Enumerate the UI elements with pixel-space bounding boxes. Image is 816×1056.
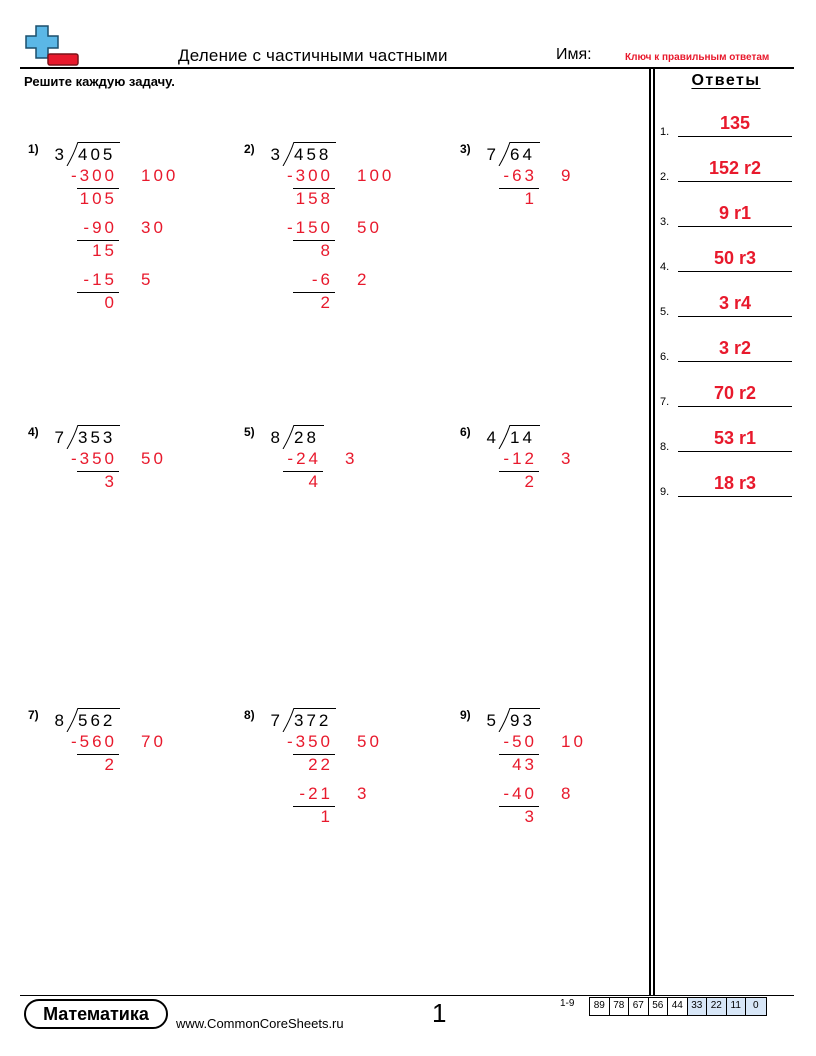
- score-cell: 33: [688, 998, 708, 1015]
- answer-row: [660, 204, 794, 228]
- score-cell: 78: [610, 998, 630, 1015]
- answer-row: [660, 339, 794, 363]
- divisor: 4: [486, 428, 496, 447]
- division-problem: [244, 142, 444, 362]
- answer-value: 50 r3: [713, 248, 757, 268]
- answer-number: 8.: [660, 441, 670, 453]
- partial-quotient: 70: [141, 732, 166, 751]
- answer-value: 53 r1: [713, 428, 757, 448]
- subtraction-value: -350: [70, 449, 117, 468]
- remainder-value: 3: [104, 472, 117, 491]
- subtraction-value: -300: [286, 166, 333, 185]
- remainder-value: 3: [524, 807, 537, 826]
- divisor: 3: [54, 145, 64, 164]
- partial-quotient: 50: [357, 732, 382, 751]
- remainder-value: 4: [308, 472, 321, 491]
- answer-value: 9 r1: [718, 203, 752, 223]
- answer-value: 152 r2: [708, 158, 762, 178]
- partial-quotient: 100: [357, 166, 395, 185]
- answer-number: 6.: [660, 351, 670, 363]
- score-cell: 44: [668, 998, 688, 1015]
- divisor: 7: [54, 428, 64, 447]
- remainder-value: 105: [79, 189, 117, 208]
- problem-number: 5): [244, 425, 255, 439]
- score-cell: 11: [727, 998, 747, 1015]
- answer-line: [678, 406, 792, 407]
- subtraction-value: -560: [70, 732, 117, 751]
- remainder-value: 2: [524, 472, 537, 491]
- remainder-value: 1: [320, 807, 333, 826]
- partial-quotient: 9: [561, 166, 574, 185]
- division-problem: [28, 425, 228, 645]
- score-cell: 89: [590, 998, 610, 1015]
- answer-row: [660, 474, 794, 498]
- answer-line: [678, 316, 792, 317]
- footer-rule: [20, 995, 794, 996]
- brand-badge: Математика: [24, 999, 168, 1029]
- divisor: 7: [270, 711, 280, 730]
- header-rule: [20, 67, 794, 69]
- division-problem: [460, 425, 660, 645]
- subtraction-value: -12: [503, 449, 537, 468]
- remainder-value: 22: [308, 755, 333, 774]
- partial-quotient: 3: [357, 784, 370, 803]
- score-range-label: 1-9: [560, 998, 575, 1009]
- problem-number: 7): [28, 708, 39, 722]
- answer-line: [678, 361, 792, 362]
- problem-number: 1): [28, 142, 39, 156]
- answer-value: 18 r3: [713, 473, 757, 493]
- answer-line: [678, 496, 792, 497]
- dividend: 372: [294, 708, 336, 732]
- answer-value: 70 r2: [713, 383, 757, 403]
- problem-number: 2): [244, 142, 255, 156]
- partial-quotient: 3: [561, 449, 574, 468]
- answer-number: 5.: [660, 306, 670, 318]
- problem-number: 9): [460, 708, 471, 722]
- answer-value: 3 r4: [718, 293, 752, 313]
- division-problem: [244, 425, 444, 645]
- partial-quotient: 2: [357, 270, 370, 289]
- answer-number: 2.: [660, 171, 670, 183]
- answer-row: [660, 159, 794, 183]
- answers-title: Ответы: [691, 72, 761, 89]
- division-problem: [28, 708, 228, 928]
- subtraction-value: -300: [70, 166, 117, 185]
- subtraction-value: -15: [83, 270, 117, 289]
- answer-line: [678, 226, 792, 227]
- divisor: 7: [486, 145, 496, 164]
- score-cell: 67: [629, 998, 649, 1015]
- division-problem: [460, 708, 660, 928]
- dividend: 14: [510, 425, 540, 449]
- plus-minus-logo-icon: [22, 24, 80, 68]
- remainder-value: 1: [524, 189, 537, 208]
- remainder-value: 43: [512, 755, 537, 774]
- division-problem: [28, 142, 228, 362]
- answer-number: 3.: [660, 216, 670, 228]
- remainder-value: 15: [92, 241, 117, 260]
- partial-quotient: 50: [141, 449, 166, 468]
- answer-number: 7.: [660, 396, 670, 408]
- answer-row: [660, 384, 794, 408]
- score-cell: 22: [707, 998, 727, 1015]
- name-label: Имя:: [556, 46, 592, 63]
- answer-value: 135: [719, 113, 751, 133]
- remainder-value: 158: [295, 189, 333, 208]
- partial-quotient: 3: [345, 449, 358, 468]
- instructions: Решите каждую задачу.: [24, 74, 175, 89]
- score-cell: 56: [649, 998, 669, 1015]
- divisor: 8: [270, 428, 280, 447]
- dividend: 93: [510, 708, 540, 732]
- division-problem: [244, 708, 444, 928]
- answer-number: 9.: [660, 486, 670, 498]
- subtraction-value: -50: [503, 732, 537, 751]
- subtraction-value: -24: [287, 449, 321, 468]
- dividend: 64: [510, 142, 540, 166]
- subtraction-value: -40: [503, 784, 537, 803]
- subtraction-value: -150: [286, 218, 333, 237]
- page-number: 1: [432, 998, 447, 1028]
- answer-number: 4.: [660, 261, 670, 273]
- dividend: 458: [294, 142, 336, 166]
- subtraction-value: -350: [286, 732, 333, 751]
- divisor: 3: [270, 145, 280, 164]
- problem-number: 6): [460, 425, 471, 439]
- answer-value: 3 r2: [718, 338, 752, 358]
- dividend: 562: [78, 708, 120, 732]
- subtraction-value: -63: [503, 166, 537, 185]
- problem-number: 4): [28, 425, 39, 439]
- partial-quotient: 5: [141, 270, 154, 289]
- subtraction-value: -90: [83, 218, 117, 237]
- answer-number: 1.: [660, 126, 670, 138]
- answer-line: [678, 451, 792, 452]
- worksheet-title: Деление с частичными частными: [178, 46, 448, 65]
- dividend: 405: [78, 142, 120, 166]
- partial-quotient: 100: [141, 166, 179, 185]
- score-table: [589, 997, 767, 1016]
- answer-line: [678, 271, 792, 272]
- score-cell: 0: [746, 998, 766, 1015]
- partial-quotient: 8: [561, 784, 574, 803]
- answer-line: [678, 181, 792, 182]
- site-url: www.CommonCoreSheets.ru: [176, 1016, 344, 1031]
- divisor: 8: [54, 711, 64, 730]
- problem-number: 3): [460, 142, 471, 156]
- divisor: 5: [486, 711, 496, 730]
- remainder-value: 2: [320, 293, 333, 312]
- answer-line: [678, 136, 792, 137]
- answer-row: [660, 249, 794, 273]
- partial-quotient: 50: [357, 218, 382, 237]
- answer-row: [660, 294, 794, 318]
- problem-number: 8): [244, 708, 255, 722]
- dividend: 353: [78, 425, 120, 449]
- subtraction-value: -6: [311, 270, 333, 289]
- answer-row: [660, 429, 794, 453]
- remainder-value: 2: [104, 755, 117, 774]
- partial-quotient: 10: [561, 732, 586, 751]
- remainder-value: 8: [320, 241, 333, 260]
- answer-row: [660, 114, 794, 138]
- dividend: 28: [294, 425, 324, 449]
- partial-quotient: 30: [141, 218, 166, 237]
- remainder-value: 0: [104, 293, 117, 312]
- answer-key-label: Ключ к правильным ответам: [625, 52, 770, 63]
- subtraction-value: -21: [299, 784, 333, 803]
- division-problem: [460, 142, 660, 362]
